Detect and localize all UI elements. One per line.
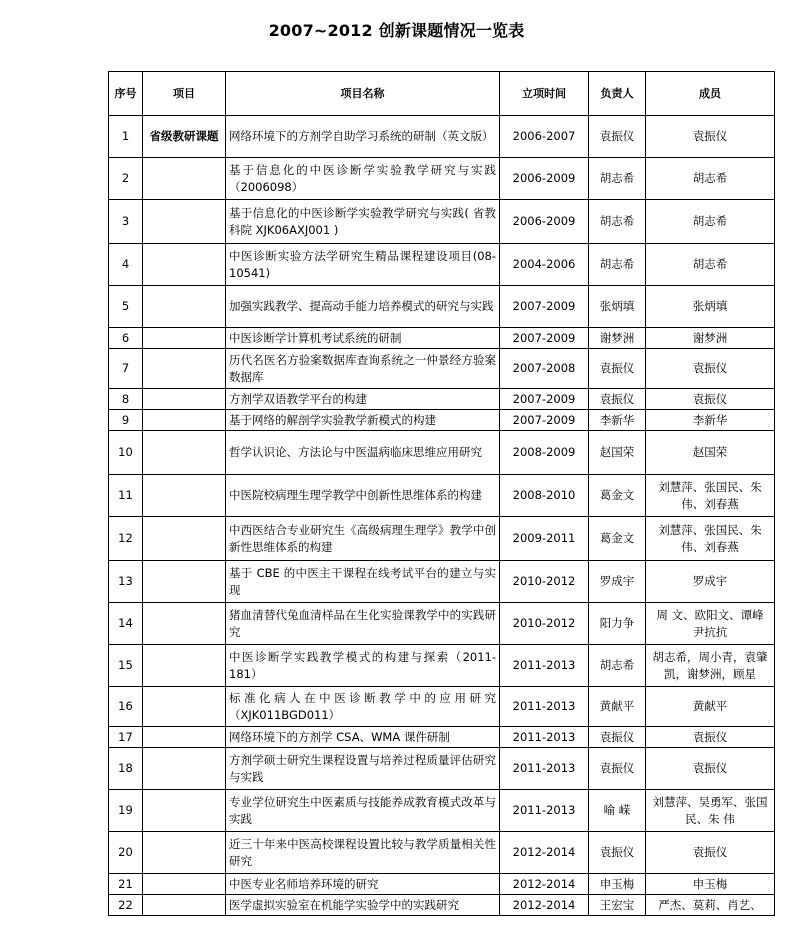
table-row (109, 286, 775, 328)
cell-project-name: 中医诊断实验方法学研究生精品课程建设项目(08-10541) (226, 244, 500, 286)
cell-time: 2004-2006 (500, 244, 589, 286)
cell-leader: 胡志希 (589, 158, 646, 200)
cell-members: 严杰、莫莉、肖艺、 (646, 895, 775, 916)
cell-time: 2012-2014 (500, 895, 589, 916)
cell-members: 袁振仪 (646, 748, 775, 790)
cell-time: 2010-2012 (500, 561, 589, 603)
table-row (109, 895, 775, 916)
cell-leader: 阳力争 (589, 603, 646, 645)
table-row (109, 410, 775, 431)
cell-project-name: 中医院校病理生理学教学中创新性思维体系的构建 (226, 475, 500, 517)
cell-members: 袁振仪 (646, 349, 775, 389)
cell-category (143, 349, 226, 389)
cell-project-name: 中医诊断学计算机考试系统的研制 (226, 328, 500, 349)
table-row (109, 349, 775, 389)
table-row (109, 328, 775, 349)
cell-leader: 袁振仪 (589, 727, 646, 748)
cell-seq: 3 (109, 200, 143, 244)
cell-leader: 喻 嵘 (589, 790, 646, 832)
cell-leader: 李新华 (589, 410, 646, 431)
cell-time: 2006-2009 (500, 200, 589, 244)
cell-time: 2006-2009 (500, 158, 589, 200)
cell-category (143, 603, 226, 645)
cell-seq: 17 (109, 727, 143, 748)
cell-time: 2011-2013 (500, 727, 589, 748)
cell-leader: 胡志希 (589, 244, 646, 286)
cell-category (143, 895, 226, 916)
cell-time: 2007-2009 (500, 328, 589, 349)
cell-project-name: 专业学位研究生中医素质与技能养成教育模式改革与实践 (226, 790, 500, 832)
header-leader: 负责人 (589, 72, 646, 116)
cell-members: 袁振仪 (646, 116, 775, 158)
cell-members: 袁振仪 (646, 832, 775, 874)
cell-project-name: 基于信息化的中医诊断学实验教学研究与实践（2006098） (226, 158, 500, 200)
cell-time: 2012-2014 (500, 874, 589, 895)
cell-project-name: 基于信息化的中医诊断学实验教学研究与实践( 省教科院 XJK06AXJ001 ) (226, 200, 500, 244)
table-row (109, 832, 775, 874)
table-row (109, 389, 775, 410)
cell-seq: 14 (109, 603, 143, 645)
cell-time: 2011-2013 (500, 790, 589, 832)
cell-members: 胡志希 (646, 244, 775, 286)
cell-members: 张炳填 (646, 286, 775, 328)
cell-category (143, 561, 226, 603)
cell-members: 黄献平 (646, 687, 775, 727)
table-row (109, 200, 775, 244)
table-row (109, 116, 775, 158)
cell-members: 周 文、欧阳文、谭峰 尹抗抗 (646, 603, 775, 645)
table-row (109, 561, 775, 603)
table-row (109, 431, 775, 475)
table-row (109, 748, 775, 790)
cell-project-name: 网络环境下的方剂学 CSA、WMA 课件研制 (226, 727, 500, 748)
cell-project-name: 加强实践教学、提高动手能力培养模式的研究与实践 (226, 286, 500, 328)
cell-project-name: 历代名医名方验案数据库查询系统之一仲景经方验案数据库 (226, 349, 500, 389)
cell-category (143, 410, 226, 431)
cell-seq: 15 (109, 645, 143, 687)
cell-leader: 袁振仪 (589, 389, 646, 410)
cell-seq: 1 (109, 116, 143, 158)
page-title: 2007~2012 创新课题情况一览表 (268, 21, 525, 40)
cell-project-name: 医学虚拟实验室在机能学实验学中的实践研究 (226, 895, 500, 916)
cell-time: 2007-2009 (500, 389, 589, 410)
cell-seq: 18 (109, 748, 143, 790)
cell-project-name: 猪血清替代兔血清样品在生化实验课教学中的实践研究 (226, 603, 500, 645)
cell-category (143, 748, 226, 790)
cell-project-name: 基于网络的解剖学实验教学新模式的构建 (226, 410, 500, 431)
cell-category (143, 389, 226, 410)
cell-time: 2009-2011 (500, 517, 589, 561)
cell-time: 2007-2009 (500, 286, 589, 328)
projects-table (108, 71, 775, 916)
table-row (109, 790, 775, 832)
cell-seq: 12 (109, 517, 143, 561)
cell-members: 谢梦洲 (646, 328, 775, 349)
cell-seq: 4 (109, 244, 143, 286)
cell-members: 刘慧萍、张国民、朱伟、刘春燕 (646, 475, 775, 517)
table-row (109, 158, 775, 200)
cell-seq: 13 (109, 561, 143, 603)
table-row (109, 874, 775, 895)
cell-members: 胡志希，周小青，袁肇凯，谢梦洲，顾星 (646, 645, 775, 687)
cell-project-name: 哲学认识论、方法论与中医温病临床思维应用研究 (226, 431, 500, 475)
cell-time: 2007-2009 (500, 410, 589, 431)
cell-category (143, 158, 226, 200)
cell-members: 赵国荣 (646, 431, 775, 475)
cell-time: 2006-2007 (500, 116, 589, 158)
cell-leader: 袁振仪 (589, 748, 646, 790)
table-row (109, 475, 775, 517)
cell-time: 2012-2014 (500, 832, 589, 874)
cell-category (143, 874, 226, 895)
cell-members: 罗成宇 (646, 561, 775, 603)
header-name: 项目名称 (226, 72, 500, 116)
cell-members: 刘慧萍、吴勇军、张国民、朱 伟 (646, 790, 775, 832)
cell-project-name: 近三十年来中医高校课程设置比较与教学质量相关性研究 (226, 832, 500, 874)
table-row (109, 244, 775, 286)
cell-project-name: 标准化病人在中医诊断教学中的应用研究（XJK011BGD011） (226, 687, 500, 727)
cell-leader: 袁振仪 (589, 116, 646, 158)
table-row (109, 727, 775, 748)
table-header-row (109, 72, 775, 116)
cell-project-name: 中医专业名师培养环境的研究 (226, 874, 500, 895)
cell-time: 2011-2013 (500, 748, 589, 790)
cell-members: 胡志希 (646, 200, 775, 244)
cell-seq: 11 (109, 475, 143, 517)
cell-category (143, 286, 226, 328)
cell-time: 2011-2013 (500, 687, 589, 727)
cell-members: 申玉梅 (646, 874, 775, 895)
cell-seq: 7 (109, 349, 143, 389)
cell-members: 胡志希 (646, 158, 775, 200)
header-seq: 序号 (109, 72, 143, 116)
cell-leader: 谢梦洲 (589, 328, 646, 349)
header-time: 立项时间 (500, 72, 589, 116)
cell-seq: 22 (109, 895, 143, 916)
header-members: 成员 (646, 72, 775, 116)
cell-project-name: 网络环境下的方剂学自助学习系统的研制（英文版） (226, 116, 500, 158)
cell-members: 李新华 (646, 410, 775, 431)
table-row (109, 603, 775, 645)
cell-time: 2008-2010 (500, 475, 589, 517)
cell-time: 2010-2012 (500, 603, 589, 645)
cell-category: 省级教研课题 (143, 116, 226, 158)
cell-time: 2011-2013 (500, 645, 589, 687)
cell-time: 2007-2008 (500, 349, 589, 389)
cell-seq: 9 (109, 410, 143, 431)
cell-seq: 8 (109, 389, 143, 410)
cell-category (143, 431, 226, 475)
cell-members: 袁振仪 (646, 727, 775, 748)
cell-seq: 6 (109, 328, 143, 349)
cell-leader: 罗成宇 (589, 561, 646, 603)
cell-project-name: 中西医结合专业研究生《高级病理生理学》教学中创新性思维体系的构建 (226, 517, 500, 561)
cell-seq: 10 (109, 431, 143, 475)
cell-category (143, 645, 226, 687)
cell-leader: 袁振仪 (589, 349, 646, 389)
cell-leader: 申玉梅 (589, 874, 646, 895)
cell-seq: 21 (109, 874, 143, 895)
cell-category (143, 687, 226, 727)
cell-category (143, 832, 226, 874)
cell-leader: 赵国荣 (589, 431, 646, 475)
cell-category (143, 727, 226, 748)
cell-members: 刘慧萍、张国民、朱伟、刘春燕 (646, 517, 775, 561)
cell-category (143, 517, 226, 561)
cell-seq: 2 (109, 158, 143, 200)
cell-leader: 袁振仪 (589, 832, 646, 874)
cell-members: 袁振仪 (646, 389, 775, 410)
cell-leader: 胡志希 (589, 645, 646, 687)
cell-time: 2008-2009 (500, 431, 589, 475)
cell-project-name: 基于 CBE 的中医主干课程在线考试平台的建立与实现 (226, 561, 500, 603)
cell-project-name: 中医诊断学实践教学模式的构建与探索（2011-181） (226, 645, 500, 687)
table-row (109, 687, 775, 727)
cell-seq: 5 (109, 286, 143, 328)
cell-project-name: 方剂学硕士研究生课程设置与培养过程质量评估研究与实践 (226, 748, 500, 790)
table-row (109, 645, 775, 687)
cell-seq: 20 (109, 832, 143, 874)
cell-category (143, 475, 226, 517)
cell-leader: 黄献平 (589, 687, 646, 727)
cell-seq: 19 (109, 790, 143, 832)
cell-category (143, 328, 226, 349)
cell-seq: 16 (109, 687, 143, 727)
cell-category (143, 244, 226, 286)
cell-category (143, 790, 226, 832)
cell-leader: 葛金文 (589, 475, 646, 517)
cell-leader: 王宏宝 (589, 895, 646, 916)
table-row (109, 517, 775, 561)
cell-leader: 胡志希 (589, 200, 646, 244)
cell-project-name: 方剂学双语教学平台的构建 (226, 389, 500, 410)
header-category: 项目 (143, 72, 226, 116)
cell-leader: 葛金文 (589, 517, 646, 561)
cell-category (143, 200, 226, 244)
cell-leader: 张炳填 (589, 286, 646, 328)
